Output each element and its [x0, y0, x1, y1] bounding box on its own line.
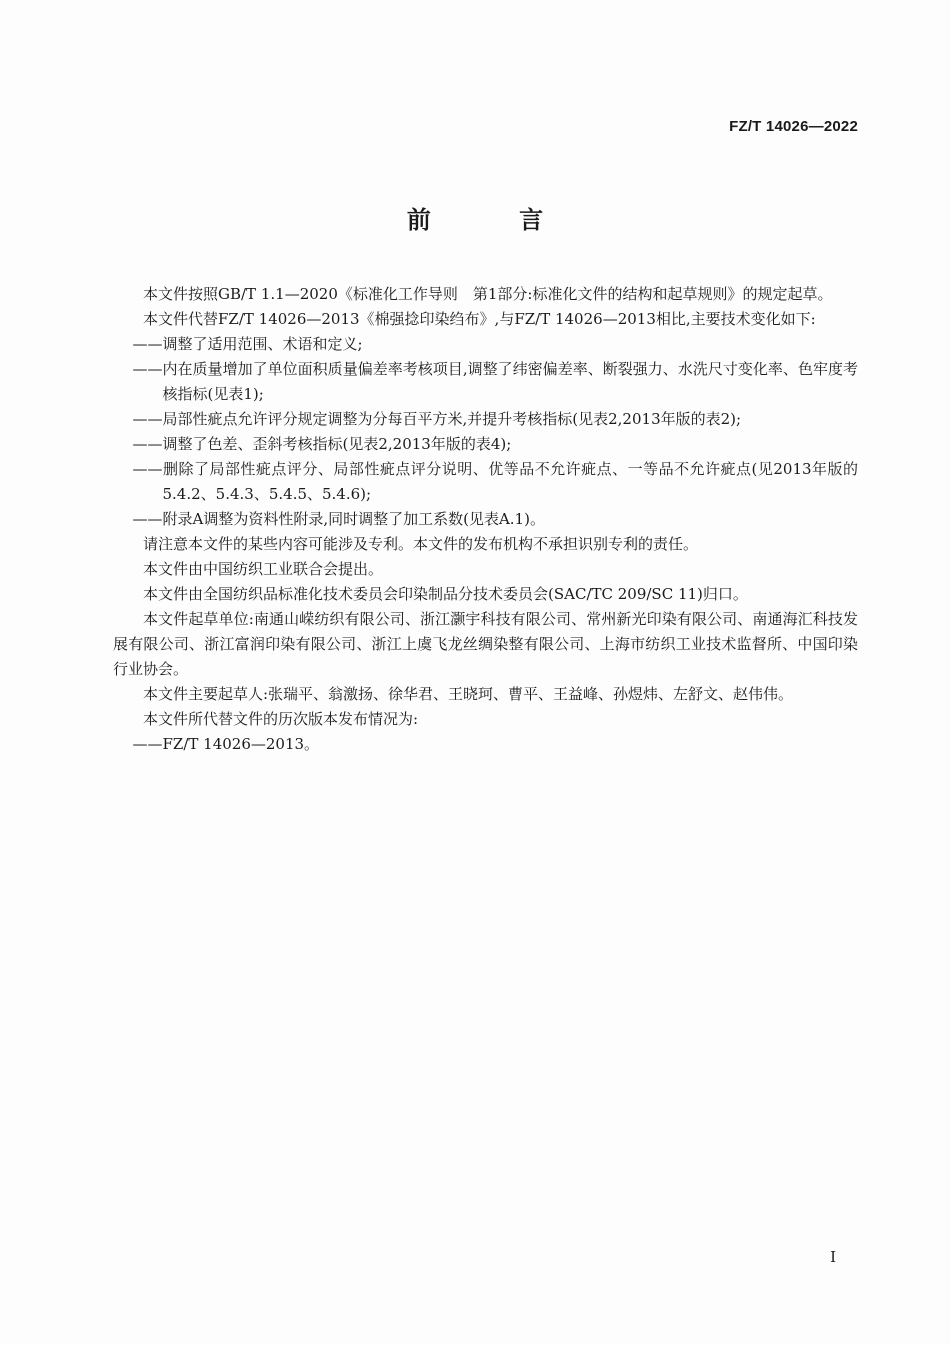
- change-item: ——调整了适用范围、术语和定义;: [132, 335, 363, 353]
- paragraph-drafting-basis: 本文件按照GB/T 1.1—2020《标准化工作导则 第1部分:标准化文件的结构和起草规则》的规定起草。: [143, 285, 833, 303]
- change-item: ——删除了局部性疵点评分、局部性疵点评分说明、优等品不允许疵点、一等品不允许疵点(见2013年版的5.4.2、5.4.3、5.4.5、5.4.6);: [132, 460, 858, 503]
- change-item: ——局部性疵点允许评分规定调整为分每百平方米,并提升考核指标(见表2,2013年版的表2);: [132, 410, 742, 428]
- paragraph-patent-notice: 请注意本文件的某些内容可能涉及专利。本文件的发布机构不承担识别专利的责任。: [143, 535, 699, 553]
- page-title: 前 言: [406, 206, 584, 234]
- paragraph-drafters: 本文件主要起草人:张瑞平、翁激扬、徐华君、王晓珂、曹平、王益峰、孙煜炜、左舒文、赵伟伟。: [143, 685, 794, 703]
- paragraph-history-intro: 本文件所代替文件的历次版本发布情况为:: [143, 710, 419, 728]
- document-code: FZ/T 14026—2022: [729, 118, 858, 135]
- change-item: ——调整了色差、歪斜考核指标(见表2,2013年版的表4);: [132, 435, 512, 453]
- change-item: ——内在质量增加了单位面积质量偏差率考核项目,调整了纬密偏差率、断裂强力、水洗尺寸变化率、色牢度考核指标(见表1);: [132, 360, 858, 403]
- paragraph-proposer: 本文件由中国纺织工业联合会提出。: [143, 560, 384, 578]
- body-text: [113, 282, 858, 757]
- paragraph-replacement: 本文件代替FZ/T 14026—2013《棉强捻印染绉布》,与FZ/T 14026—2013相比,主要技术变化如下:: [143, 310, 816, 328]
- page-number: I: [830, 1248, 836, 1266]
- paragraph-drafting-units: 本文件起草单位:南通山嵘纺织有限公司、浙江灏宇科技有限公司、常州新光印染有限公司、南通海汇科技发展有限公司、浙江富润印染有限公司、浙江上虞飞龙丝绸染整有限公司、上海市纺织工业技术监督所、中国印染行业协会。: [113, 610, 858, 678]
- paragraph-committee: 本文件由全国纺织品标准化技术委员会印染制品分技术委员会(SAC/TC 209/SC 11)归口。: [143, 585, 748, 603]
- history-item: ——FZ/T 14026—2013。: [132, 735, 320, 753]
- change-item: ——附录A调整为资料性附录,同时调整了加工系数(见表A.1)。: [132, 510, 545, 528]
